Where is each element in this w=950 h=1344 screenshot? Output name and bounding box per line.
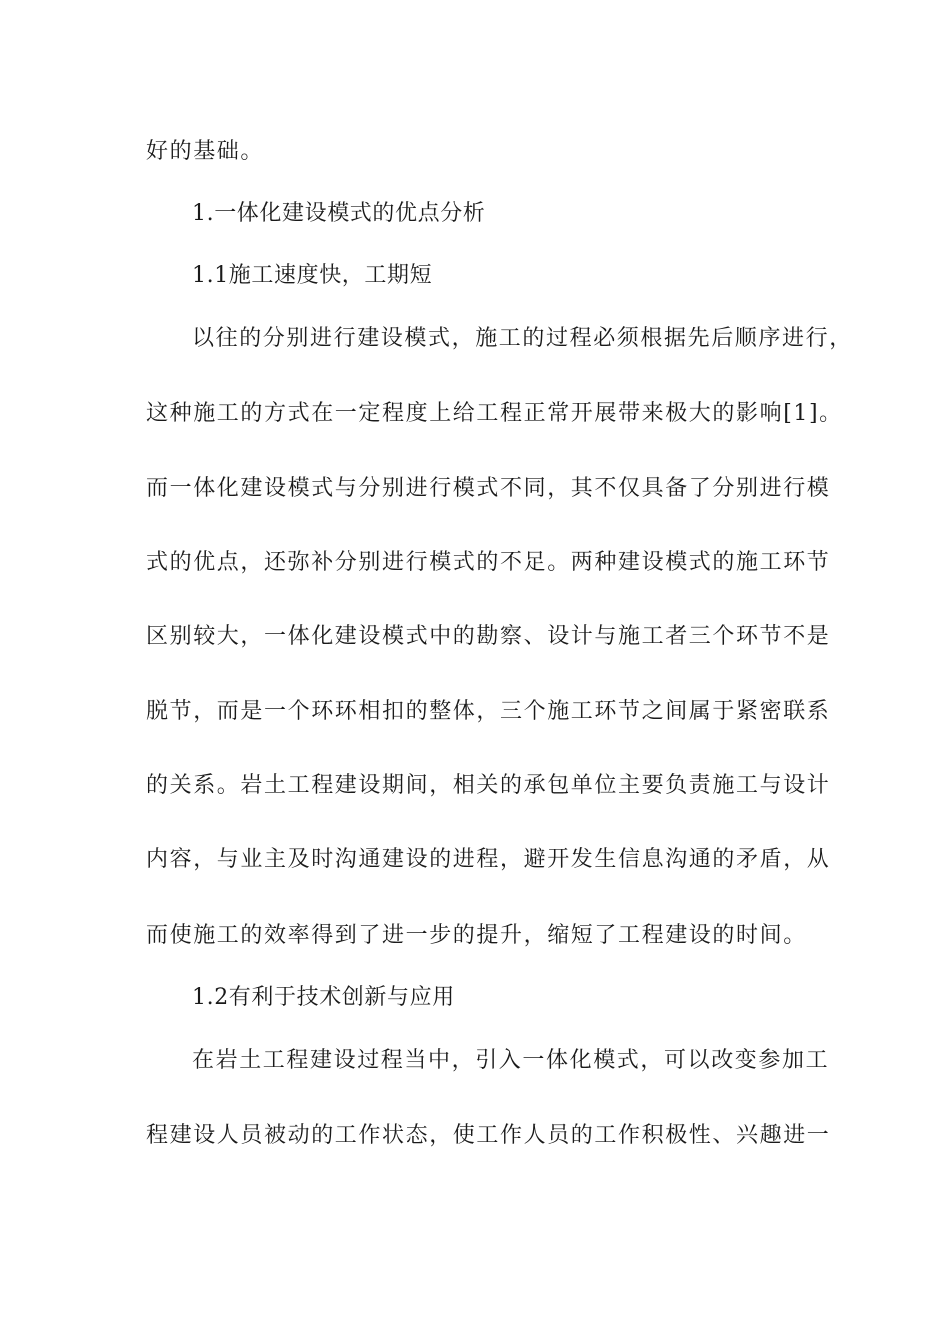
paragraph-line: 脱节，而是一个环环相扣的整体，三个施工环节之间属于紧密联系 [146, 699, 831, 724]
paragraph-line: 的关系。岩土工程建设期间，相关的承包单位主要负责施工与设计 [146, 773, 831, 798]
paragraph-line: 式的优点，还弥补分别进行模式的不足。两种建设模式的施工环节 [146, 550, 831, 575]
paragraph-line: 以往的分别进行建设模式，施工的过程必须根据先后顺序进行， [192, 326, 853, 351]
paragraph-line: 在岩土工程建设过程当中，引入一体化模式，可以改变参加工 [192, 1048, 830, 1073]
paragraph-line: 而使施工的效率得到了进一步的提升，缩短了工程建设的时间。 [146, 923, 807, 948]
paragraph-line: 程建设人员被动的工作状态，使工作人员的工作积极性、兴趣进一 [146, 1123, 831, 1148]
section-heading: 1.一体化建设模式的优点分析 [192, 201, 486, 226]
paragraph-line: 区别较大，一体化建设模式中的勘察、设计与施工者三个环节不是 [146, 624, 831, 649]
paragraph-line: 内容，与业主及时沟通建设的进程，避开发生信息沟通的矛盾，从 [146, 847, 831, 872]
subsection-heading: 1.2有利于技术创新与应用 [192, 985, 455, 1010]
paragraph-line: 而一体化建设模式与分别进行模式不同，其不仅具备了分别进行模 [146, 476, 831, 501]
subsection-heading: 1.1施工速度快，工期短 [192, 263, 433, 288]
paragraph-line: 这种施工的方式在一定程度上给工程正常开展带来极大的影响[1]。 [146, 401, 843, 426]
paragraph-continuation: 好的基础。 [146, 139, 265, 164]
